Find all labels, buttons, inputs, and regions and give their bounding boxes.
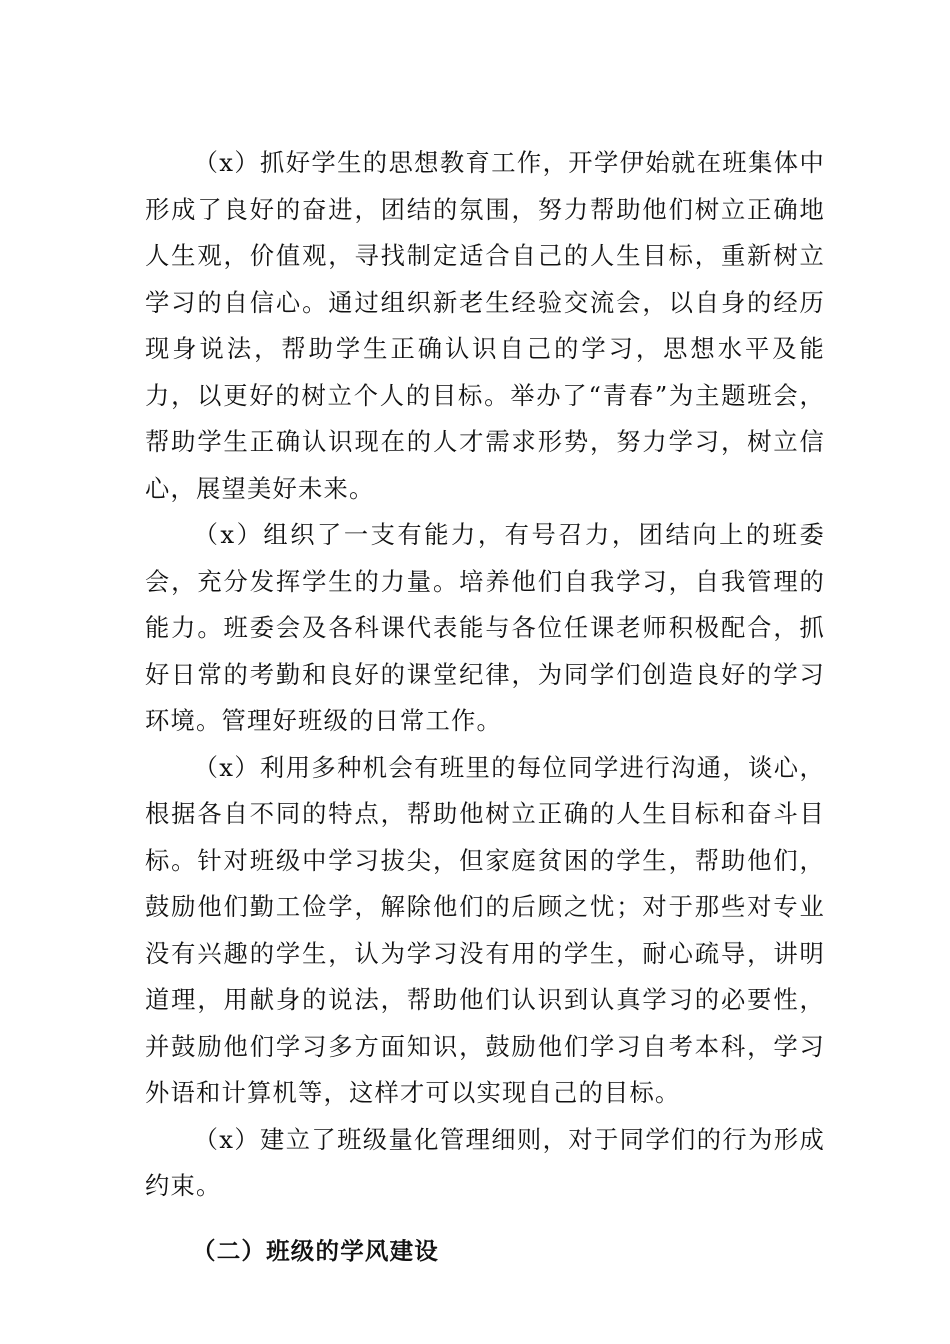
paragraph-student-communication: （x）利用多种机会有班里的每位同学进行沟通，谈心，根据各自不同的特点，帮助他树立正确的人生目标和奋斗目标。针对班级中学习拔尖，但家庭贫困的学生，帮助他们，鼓励他们勤工俭学，解除他们的后顾之忧；对于那些对专业没有兴趣的学生，认为学习没有用的学生，耐心疏导，讲明道理，用献身的说法，帮助他们认识到认真学习的必要性，并鼓励他们学习多方面知识，鼓励他们学习自考本科，学习外语和计算机等，这样才可以实现自己的目标。 xyxy=(145,752,825,1107)
paragraph-ideological-education: （x）抓好学生的思想教育工作，开学伊始就在班集体中形成了良好的奋进，团结的氛围，努力帮助他们树立正确地人生观，价值观，寻找制定适合自己的人生目标，重新树立学习的自信心。通过组织新老生经验交流会，以自身的经历现身说法，帮助学生正确认识自己的学习，思想水平及能力，以更好的树立个人的目标。举办了“青春”为主题班会，帮助学生正确认识现在的人才需求形势，努力学习，树立信心，展望美好未来。 xyxy=(145,148,825,503)
paragraph-quantified-management: （x）建立了班级量化管理细则，对于同学们的行为形成约束。 xyxy=(145,1124,825,1200)
paragraph-class-committee: （x）组织了一支有能力，有号召力，团结向上的班委会，充分发挥学生的力量。培养他们自我学习，自我管理的能力。班委会及各科课代表能与各位任课老师积极配合，抓好日常的考勤和良好的课堂纪律，为同学们创造良好的学习环境。管理好班级的日常工作。 xyxy=(145,520,825,735)
section-heading: （二）班级的学风建设 xyxy=(192,1236,439,1265)
document-body xyxy=(145,140,825,1274)
